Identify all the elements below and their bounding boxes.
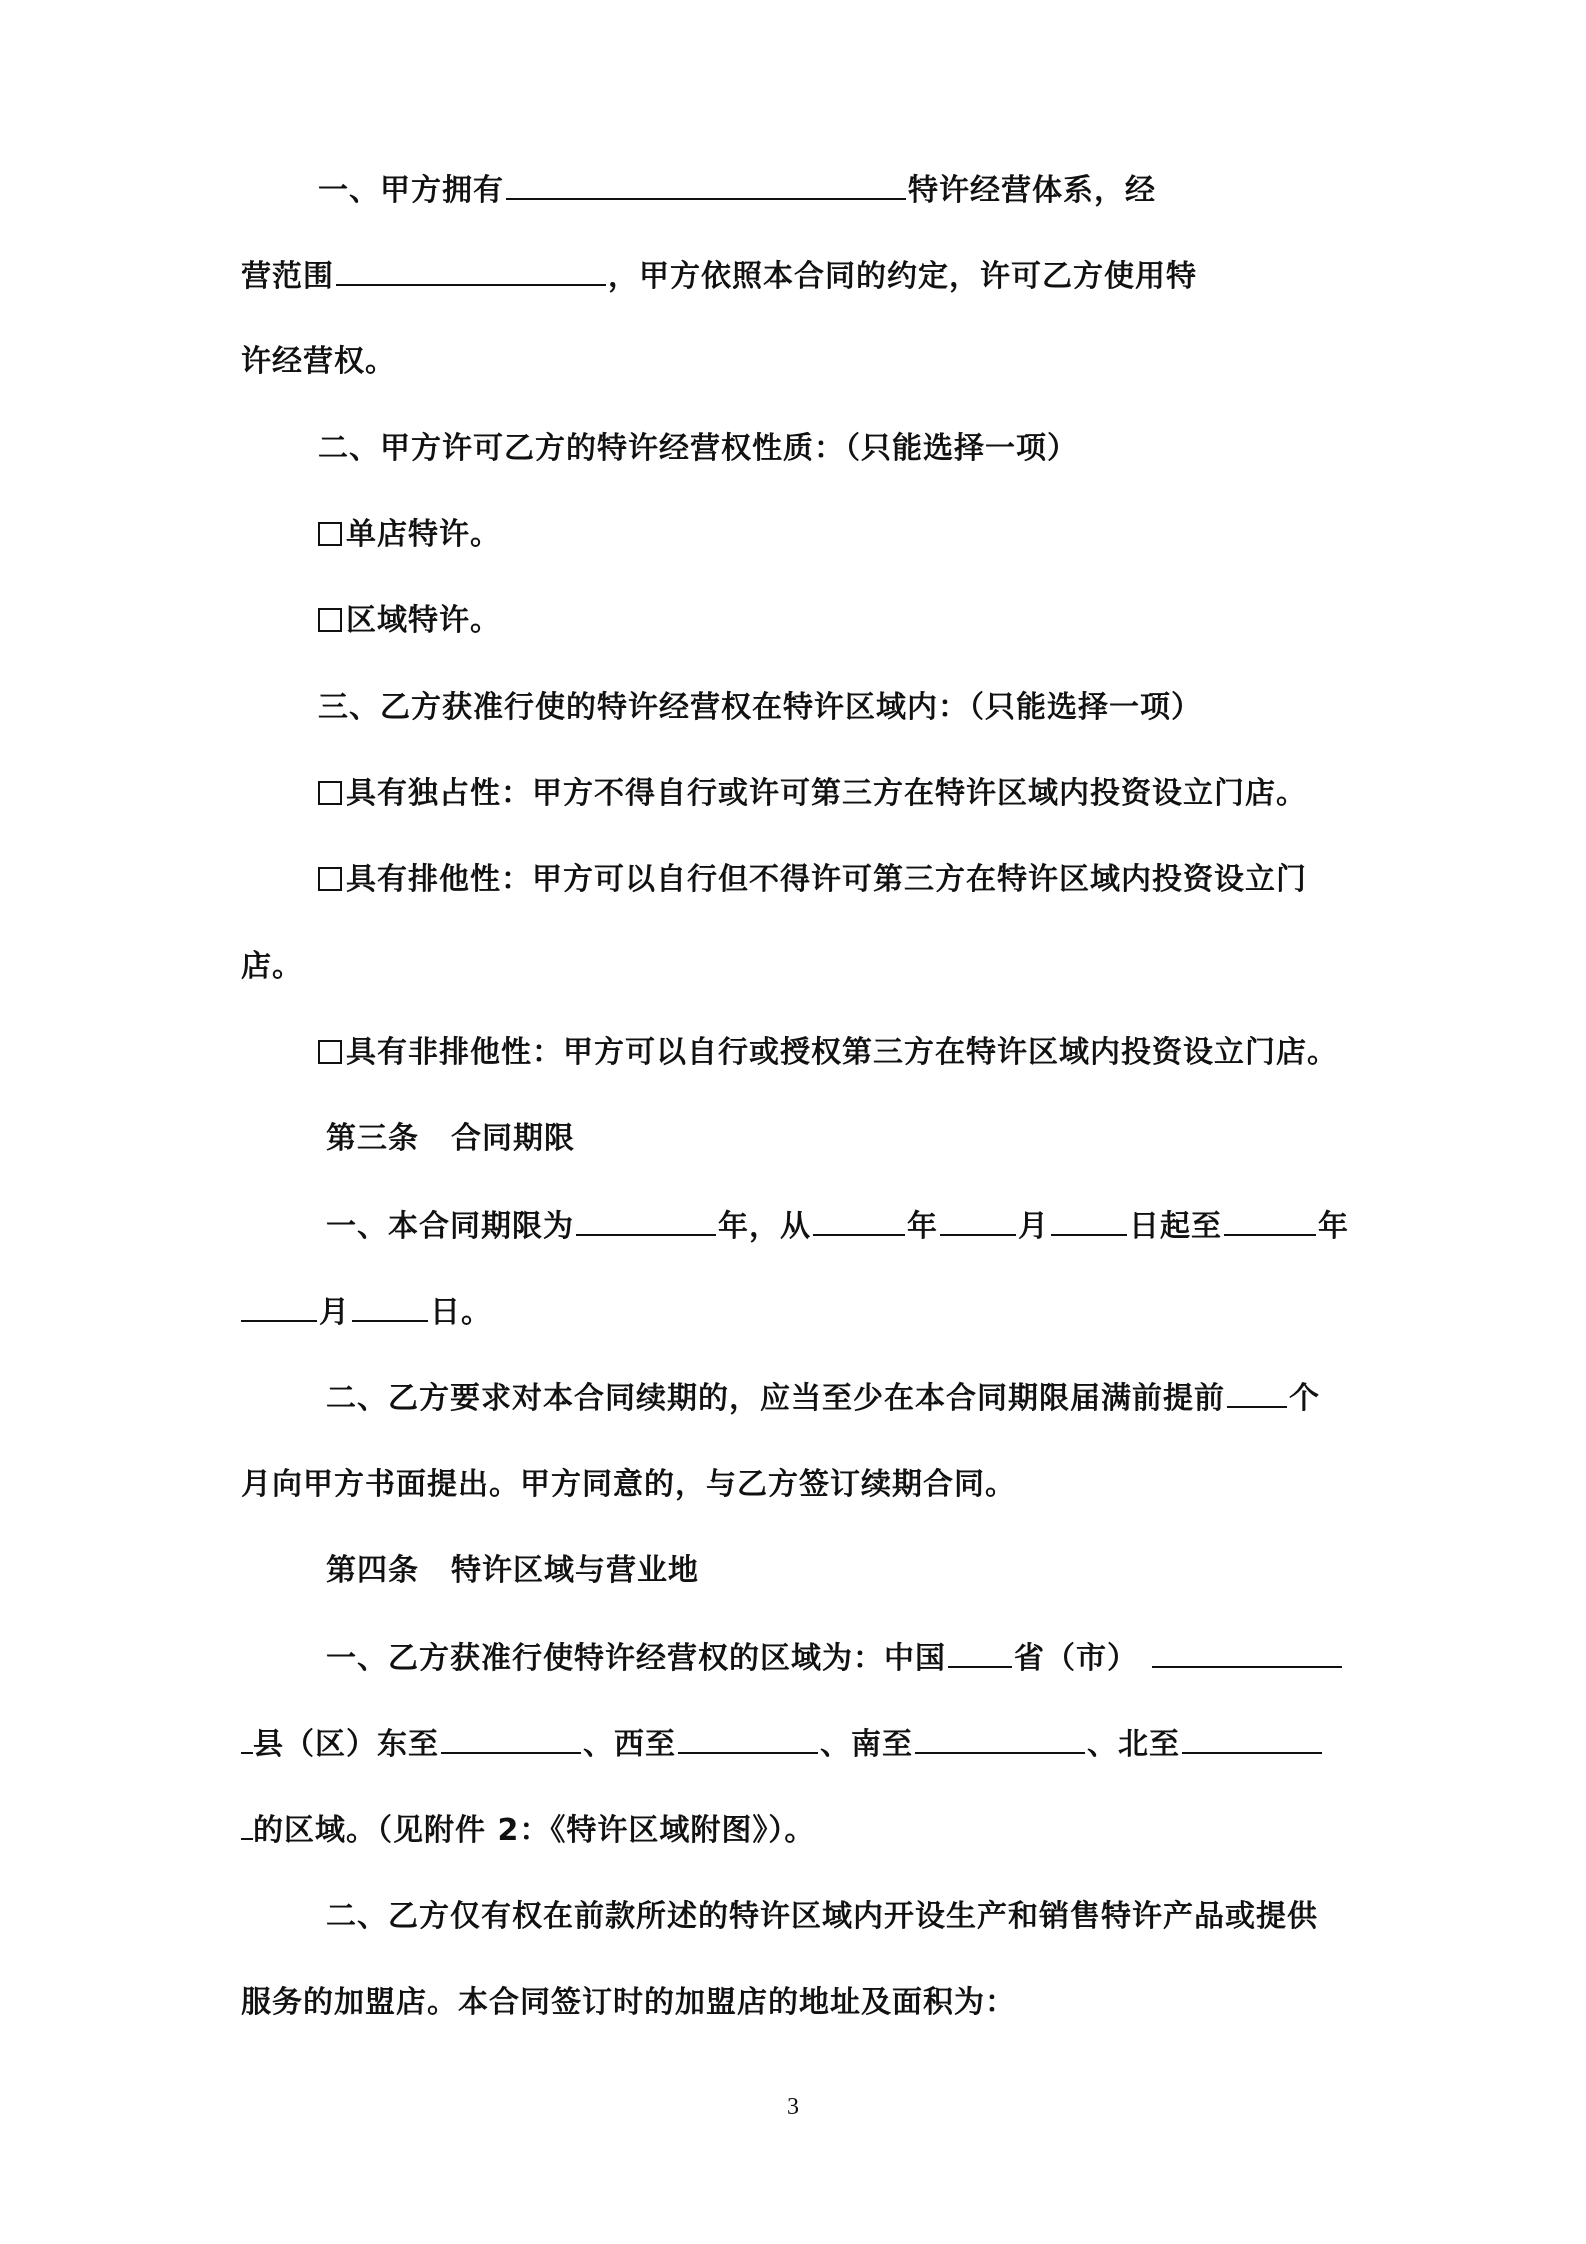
clause-1-text: 一、甲方拥有 (318, 173, 504, 208)
article-3-heading (326, 1117, 575, 1161)
option-sole-cont (241, 945, 303, 989)
article-title: 特许区域与营业地 (451, 1553, 699, 1588)
option-label: 具有独占性：甲方不得自行或许可第三方在特许区域内投资设立门店。 (346, 776, 1307, 811)
option-non-exclusive[interactable] (318, 1031, 1338, 1075)
area-line-3 (241, 1808, 815, 1853)
start-day-blank (1051, 1204, 1127, 1236)
clause-2 (318, 427, 1078, 471)
checkbox[interactable] (318, 1040, 342, 1064)
franchise-system-blank (506, 168, 906, 200)
option-label: 单店特许。 (346, 517, 501, 552)
clause-1-line-3 (241, 340, 396, 384)
start-year-blank (813, 1204, 905, 1236)
end-year-blank (1224, 1204, 1316, 1236)
shop-line-2 (241, 1981, 1016, 2025)
option-exclusive[interactable] (318, 772, 1307, 816)
article-number: 第三条 (326, 1121, 419, 1156)
area-text: 的区域。（见附件 2：《特许区域附图》）。 (253, 1813, 816, 1848)
term-text: 月 (319, 1295, 350, 1330)
term-text: 年，从 (718, 1209, 811, 1244)
province-blank (948, 1636, 1012, 1668)
area-text: 、南至 (820, 1727, 913, 1762)
checkbox[interactable] (318, 781, 342, 805)
end-month-blank (241, 1290, 317, 1322)
area-text: 县（区）东至 (253, 1727, 439, 1762)
article-4-heading (326, 1549, 699, 1593)
east-bound-blank (441, 1722, 581, 1754)
term-years-blank (576, 1204, 716, 1236)
clause-1-end: 许经营权。 (241, 344, 396, 379)
clause-3 (318, 686, 1202, 730)
west-bound-blank (678, 1722, 818, 1754)
checkbox[interactable] (318, 608, 342, 632)
clause-1-line-2 (241, 254, 1197, 299)
shop-text: 二、乙方仅有权在前款所述的特许区域内开设生产和销售特许产品或提供 (326, 1899, 1318, 1934)
north-bound-blank-cont (241, 1808, 253, 1840)
term-line-1 (326, 1204, 1349, 1249)
clause-1-text-tail: 特许经营体系，经 (908, 173, 1156, 208)
option-sole[interactable] (318, 858, 1307, 902)
south-bound-blank (915, 1722, 1085, 1754)
clause-1-line-1 (318, 168, 1156, 213)
city-blank (1152, 1636, 1342, 1668)
option-label: 区域特许。 (346, 603, 501, 638)
renewal-line-2 (241, 1463, 1016, 1507)
renewal-text-tail: 个 (1289, 1381, 1320, 1416)
clause-1-text-cont: ，甲方依照本合同的约定，许可乙方使用特 (608, 259, 1197, 294)
term-text: 月 (1018, 1209, 1049, 1244)
area-text: 、西至 (583, 1727, 676, 1762)
checkbox[interactable] (318, 522, 342, 546)
shop-text-cont: 服务的加盟店。本合同签订时的加盟店的地址及面积为： (241, 1985, 1016, 2020)
renewal-line-1 (326, 1376, 1320, 1421)
term-text: 一、本合同期限为 (326, 1209, 574, 1244)
option-single-store[interactable] (318, 513, 501, 557)
option-regional[interactable] (318, 599, 501, 643)
north-bound-blank (1182, 1722, 1322, 1754)
term-line-2 (241, 1290, 492, 1335)
county-blank (241, 1722, 253, 1754)
clause-2-text: 二、甲方许可乙方的特许经营权性质：（只能选择一项） (318, 431, 1078, 466)
area-text: 省（市） (1014, 1641, 1138, 1676)
option-label: 具有排他性：甲方可以自行但不得许可第三方在特许区域内投资设立门 (346, 862, 1307, 897)
page-number: 3 (787, 2094, 799, 2120)
business-scope-label: 营范围 (241, 259, 334, 294)
shop-line-1 (326, 1895, 1318, 1939)
end-day-blank (352, 1290, 428, 1322)
checkbox[interactable] (318, 867, 342, 891)
area-line-1 (326, 1636, 1344, 1681)
business-scope-blank (336, 254, 606, 286)
area-text: 、北至 (1087, 1727, 1180, 1762)
renewal-text-cont: 月向甲方书面提出。甲方同意的，与乙方签订续期合同。 (241, 1467, 1016, 1502)
term-text: 年 (1318, 1209, 1349, 1244)
area-line-2 (241, 1722, 1324, 1767)
renewal-months-blank (1227, 1376, 1287, 1408)
term-text: 日。 (430, 1295, 492, 1330)
option-label-cont: 店。 (241, 949, 303, 984)
term-text: 日起至 (1129, 1209, 1222, 1244)
article-number: 第四条 (326, 1553, 419, 1588)
article-title: 合同期限 (451, 1121, 575, 1156)
renewal-text: 二、乙方要求对本合同续期的，应当至少在本合同期限届满前提前 (326, 1381, 1225, 1416)
clause-3-text: 三、乙方获准行使的特许经营权在特许区域内：（只能选择一项） (318, 690, 1202, 725)
term-text: 年 (907, 1209, 938, 1244)
area-text: 一、乙方获准行使特许经营权的区域为：中国 (326, 1641, 946, 1676)
start-month-blank (940, 1204, 1016, 1236)
option-label: 具有非排他性：甲方可以自行或授权第三方在特许区域内投资设立门店。 (346, 1035, 1338, 1070)
